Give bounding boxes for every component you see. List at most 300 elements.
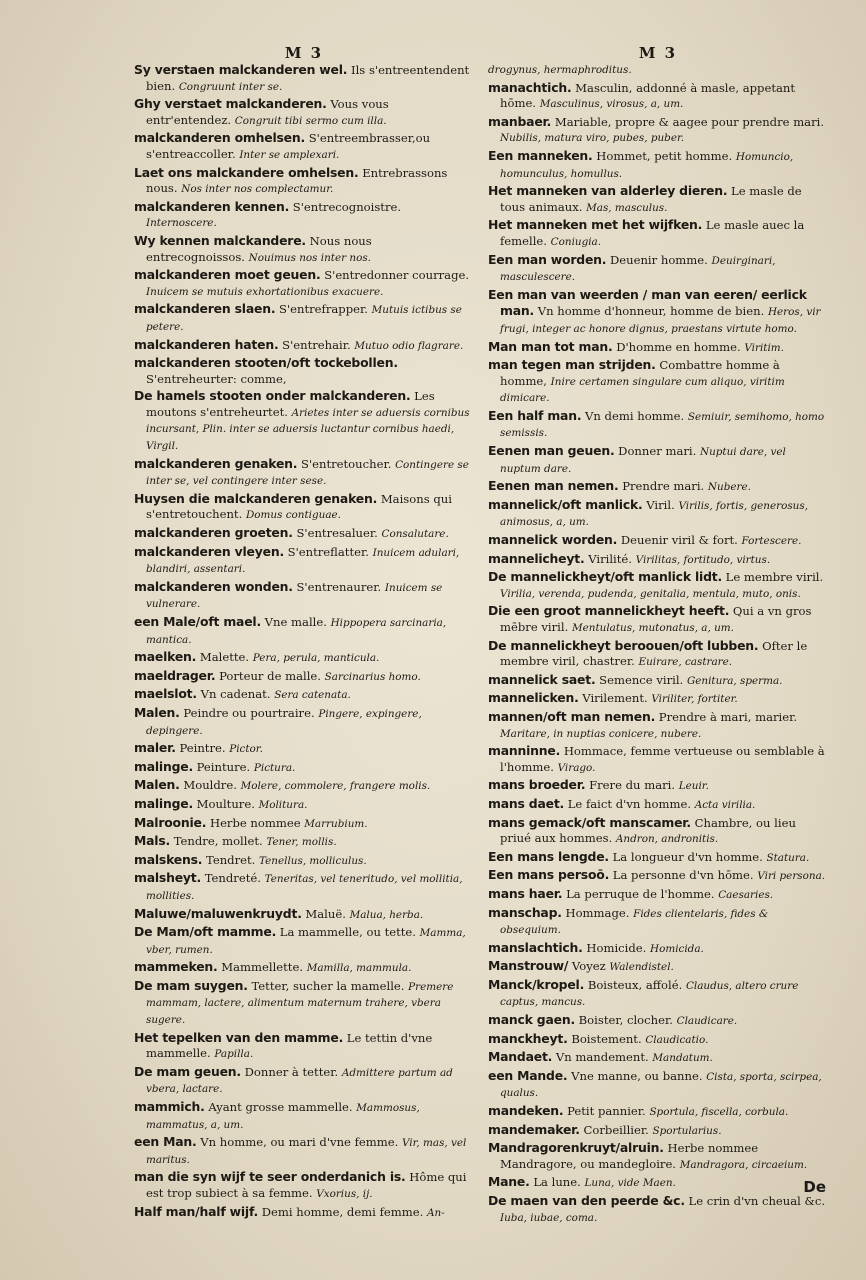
headword: mans gemack/oft manscamer. bbox=[488, 814, 691, 830]
french-gloss: Semence viril. bbox=[599, 672, 684, 687]
french-gloss: Maluë. bbox=[305, 906, 346, 921]
dictionary-entry bbox=[488, 148, 828, 182]
headword: Eenen man nemen. bbox=[488, 478, 619, 494]
dictionary-entry bbox=[488, 408, 828, 442]
dictionary-entry bbox=[488, 478, 828, 496]
dictionary-entry bbox=[134, 759, 474, 777]
french-gloss: La longueur d'vn homme. bbox=[612, 849, 763, 864]
headword: malckanderen slaen. bbox=[134, 301, 276, 317]
latin-gloss: Vir, mas, vel maritus. bbox=[146, 1137, 467, 1166]
french-gloss: La mammelle, ou tette. bbox=[279, 925, 416, 940]
latin-gloss: Arietes inter se aduersis cornibus incursant, Plin. inter se aduersis luctantur cornibus haedi, Virgil. bbox=[146, 406, 470, 453]
dictionary-entry bbox=[134, 233, 474, 266]
latin-gloss: Congruit tibi sermo cum illa. bbox=[234, 114, 387, 127]
french-gloss: Peintre. bbox=[179, 741, 226, 756]
latin-gloss: Mentulatus, mutonatus, a, um. bbox=[571, 622, 734, 634]
headword: Eenen man geuen. bbox=[488, 443, 615, 459]
latin-gloss: Inuicem se vulnerare. bbox=[146, 581, 443, 611]
french-gloss: Le masle auec la femelle. bbox=[500, 218, 805, 248]
latin-gloss: Virago. bbox=[557, 761, 596, 774]
latin-gloss: An- bbox=[426, 1206, 445, 1219]
headword: Een manneken. bbox=[488, 147, 593, 163]
dictionary-entry bbox=[134, 686, 474, 704]
french-gloss: D'homme en homme. bbox=[616, 339, 741, 354]
latin-gloss: Caesaries. bbox=[718, 888, 774, 901]
french-gloss: La lune. bbox=[533, 1175, 581, 1190]
dictionary-entry bbox=[488, 743, 828, 776]
latin-gloss: Virilia, verenda, pudenda, genitalia, mentula, muto, onis. bbox=[500, 587, 801, 600]
latin-gloss: Nouimus nos inter nos. bbox=[248, 251, 371, 264]
headword: Een half man. bbox=[488, 407, 582, 423]
dictionary-entry bbox=[488, 114, 828, 147]
headword: Huysen die malckanderen genaken. bbox=[134, 490, 378, 506]
latin-gloss: Inire certamen singulare cum aliquo, viritim dimicare. bbox=[500, 375, 785, 405]
latin-gloss: Virilitas, fortitudo, virtus. bbox=[635, 553, 771, 566]
dictionary-entry bbox=[134, 337, 474, 355]
headword: Half man/half wijf. bbox=[134, 1203, 258, 1219]
headword: manslachtich. bbox=[488, 939, 583, 955]
headword: Ghy verstaet malckanderen. bbox=[134, 96, 327, 112]
dictionary-entry bbox=[134, 614, 474, 648]
french-gloss: Maisons qui s'entretouchent. bbox=[146, 491, 452, 522]
french-gloss: Vn mandement. bbox=[555, 1050, 649, 1065]
latin-gloss: Deuirginari, masculescere. bbox=[500, 254, 776, 284]
dictionary-entry bbox=[488, 1140, 828, 1173]
french-gloss: Mammellette. bbox=[221, 960, 304, 975]
headword: Wy kennen malckandere. bbox=[134, 232, 306, 248]
french-gloss: Boisteux, affolé. bbox=[587, 977, 683, 992]
headword: malsheyt. bbox=[134, 870, 202, 886]
headword: manachtich. bbox=[488, 79, 572, 95]
dictionary-entry bbox=[134, 544, 474, 578]
dictionary-entry bbox=[134, 355, 474, 387]
latin-gloss: Mandragora, circaeium. bbox=[679, 1158, 808, 1171]
headword: Die een groot mannelickheyt heeft. bbox=[488, 603, 730, 619]
french-gloss: Masculin, addonné à masle, appetant hōme. bbox=[500, 80, 796, 111]
french-gloss: Moulture. bbox=[196, 796, 255, 811]
dictionary-entry bbox=[488, 532, 828, 550]
headword: De mannelickheyt beroouen/oft lubben. bbox=[488, 637, 759, 653]
dictionary-entry bbox=[134, 924, 474, 958]
dictionary-entry bbox=[488, 672, 828, 690]
latin-gloss: Heros, vir frugi, integer ac honore dignus, praestans virtute homo. bbox=[500, 306, 821, 335]
latin-gloss: Mandatum. bbox=[652, 1052, 713, 1065]
dictionary-entry bbox=[488, 1103, 828, 1121]
french-gloss: Corbeillier. bbox=[583, 1122, 649, 1137]
dictionary-entry bbox=[488, 690, 828, 708]
latin-gloss: drogynus, hermaphroditus. bbox=[488, 64, 632, 76]
headword: mans haer. bbox=[488, 885, 563, 901]
french-gloss: Homicide. bbox=[586, 940, 647, 955]
dictionary-entry bbox=[134, 1134, 474, 1168]
headword: Laet ons malckandere omhelsen. bbox=[134, 164, 359, 180]
latin-gloss: Nubilis, matura viro, pubes, puber. bbox=[500, 132, 685, 145]
dictionary-entry bbox=[134, 852, 474, 870]
latin-gloss: Admittere partum ad vbera, lactare. bbox=[146, 1066, 453, 1096]
latin-gloss: Domus contiguae. bbox=[245, 509, 341, 522]
headword: malckanderen groeten. bbox=[134, 525, 293, 541]
latin-gloss: Viri persona. bbox=[757, 870, 826, 883]
french-gloss: Le tettin d'vne mammelle. bbox=[146, 1030, 433, 1061]
latin-gloss: Homicida. bbox=[650, 942, 704, 955]
headword: mannelicken. bbox=[488, 690, 579, 706]
french-gloss: Tendreté. bbox=[204, 871, 261, 886]
headword: De mam geuen. bbox=[134, 1063, 241, 1079]
headword: mandeken. bbox=[488, 1103, 564, 1119]
french-gloss: Ils s'entreentendent bien. bbox=[146, 63, 470, 93]
french-gloss: S'entrefrapper. bbox=[279, 302, 368, 317]
french-gloss: Vous vous entr'entendez. bbox=[146, 97, 389, 127]
dictionary-entry bbox=[488, 287, 828, 338]
dictionary-entry bbox=[488, 569, 828, 602]
french-gloss: Boister, clocher. bbox=[578, 1013, 673, 1028]
dictionary-entry bbox=[134, 777, 474, 795]
dictionary-entry bbox=[134, 62, 474, 95]
dictionary-entry bbox=[134, 870, 474, 904]
french-gloss: Tendret. bbox=[206, 852, 256, 867]
latin-gloss: Pictura. bbox=[253, 761, 296, 774]
dictionary-entry bbox=[134, 1099, 474, 1133]
headword: malckanderen vleyen. bbox=[134, 543, 284, 559]
latin-gloss: Statura. bbox=[766, 851, 810, 864]
latin-gloss: Claudicare. bbox=[676, 1015, 738, 1028]
french-gloss: Donner mari. bbox=[618, 444, 697, 459]
headword: malckanderen haten. bbox=[134, 336, 279, 352]
dictionary-entry bbox=[134, 130, 474, 163]
french-gloss: Herbe nommee Mandragore, ou mandegloire. bbox=[500, 1141, 759, 1171]
headword: Mane. bbox=[488, 1174, 530, 1190]
latin-gloss: Sera catenata. bbox=[274, 689, 351, 702]
latin-gloss: Fortescere. bbox=[741, 535, 802, 548]
french-gloss: Petit pannier. bbox=[567, 1104, 646, 1119]
dictionary-entry bbox=[488, 603, 828, 636]
french-gloss: Entrebrassons nous. bbox=[146, 165, 448, 196]
latin-gloss: Viritim. bbox=[744, 341, 784, 354]
dictionary-entry bbox=[488, 815, 828, 848]
headword: mandemaker. bbox=[488, 1121, 580, 1137]
headword: Mandragorenkruyt/alruin. bbox=[488, 1140, 664, 1156]
dictionary-entry bbox=[488, 339, 828, 357]
dictionary-entry bbox=[134, 388, 474, 454]
dictionary-entry bbox=[488, 940, 828, 958]
latin-gloss: Nuptui dare, vel nuptum dare. bbox=[500, 446, 786, 475]
french-gloss: Hommace, femme vertueuse ou semblable à l'homme. bbox=[500, 744, 825, 774]
dictionary-entry bbox=[134, 491, 474, 524]
french-gloss: Le membre viril. bbox=[725, 570, 824, 585]
french-gloss: Demi homme, demi femme. bbox=[261, 1204, 424, 1219]
french-gloss: Peinture. bbox=[196, 759, 251, 774]
latin-gloss: Consalutare. bbox=[381, 528, 449, 541]
dictionary-entry bbox=[134, 978, 474, 1029]
latin-gloss: Molitura. bbox=[258, 798, 308, 811]
latin-gloss: Mutuo odio flagrare. bbox=[354, 339, 464, 352]
latin-gloss: Hippopera sarcinaria, mantica. bbox=[146, 617, 447, 646]
dictionary-entry bbox=[488, 183, 828, 216]
french-gloss: Le faict d'vn homme. bbox=[567, 796, 692, 811]
french-gloss: Prendre mari. bbox=[622, 479, 705, 494]
latin-gloss: Malua, herba. bbox=[349, 908, 424, 921]
latin-gloss: Mammosus, mammatus, a, um. bbox=[146, 1102, 420, 1131]
latin-gloss: Inuicem se mutuis exhortationibus exacuere. bbox=[146, 285, 384, 298]
latin-gloss: Nubere. bbox=[707, 481, 751, 494]
french-gloss: Les moutons s'entreheurtet. bbox=[146, 389, 435, 419]
french-gloss: Combattre homme à homme, bbox=[500, 358, 780, 388]
dictionary-entry bbox=[488, 217, 828, 250]
headword: malckanderen genaken. bbox=[134, 455, 298, 471]
french-gloss: Virilité. bbox=[588, 551, 632, 566]
headword: Het tepelken van den mamme. bbox=[134, 1029, 344, 1045]
latin-gloss: Acta virilia. bbox=[694, 798, 756, 811]
latin-gloss: Sportularius. bbox=[652, 1124, 722, 1137]
latin-gloss: Premere mammam, lactere, alimentum maternum trahere, vbera sugere. bbox=[146, 980, 454, 1027]
headword: Man man tot man. bbox=[488, 338, 613, 354]
dictionary-entry bbox=[134, 906, 474, 924]
dictionary-entry bbox=[134, 1204, 474, 1222]
headword: Maluwe/maluwenkruydt. bbox=[134, 905, 302, 921]
dictionary-entry bbox=[488, 849, 828, 867]
french-gloss: S'entrecognoistre. bbox=[292, 199, 402, 214]
latin-gloss: Congruunt inter se. bbox=[178, 80, 283, 93]
latin-gloss: Papilla. bbox=[214, 1048, 254, 1061]
french-gloss: Viril. bbox=[646, 497, 675, 512]
catchword: De bbox=[803, 1178, 826, 1196]
headword: mannen/oft man nemen. bbox=[488, 708, 656, 724]
latin-gloss: Leuir. bbox=[678, 780, 709, 793]
headword: mans broeder. bbox=[488, 777, 586, 793]
headword: Een man worden. bbox=[488, 251, 607, 267]
dictionary-entry bbox=[134, 815, 474, 833]
signature-mark: M 3 bbox=[284, 44, 324, 62]
headword: manschap. bbox=[488, 904, 562, 920]
french-gloss: Deuenir viril & fort. bbox=[620, 533, 738, 548]
french-gloss: Chambre, ou lieu priué aux hommes. bbox=[500, 815, 796, 846]
dictionary-entry bbox=[134, 165, 474, 198]
dictionary-entry bbox=[488, 1174, 828, 1192]
french-gloss: Voyez bbox=[571, 959, 606, 974]
headword: malinge. bbox=[134, 758, 193, 774]
french-gloss: Qui a vn gros mēbre viril. bbox=[500, 604, 812, 634]
french-gloss: S'entreembrasser,ou s'entreaccoller. bbox=[146, 131, 431, 161]
headword: malckanderen wonden. bbox=[134, 578, 293, 594]
latin-gloss: Tenellus, molliculus. bbox=[259, 854, 367, 867]
headword: Een mans persoō. bbox=[488, 867, 610, 883]
headword: Het manneken van alderley dieren. bbox=[488, 183, 728, 199]
french-gloss: Vn homme d'honneur, homme de bien. bbox=[537, 304, 765, 319]
dictionary-entry bbox=[134, 796, 474, 814]
headword: maeldrager. bbox=[134, 667, 216, 683]
french-gloss: Donner à tetter. bbox=[244, 1064, 339, 1079]
headword: mannelick/oft manlick. bbox=[488, 496, 643, 512]
dictionary-entry bbox=[134, 301, 474, 335]
latin-gloss: Inter se amplexari. bbox=[239, 148, 340, 161]
french-gloss: Vne malle. bbox=[264, 615, 327, 629]
left-entry-list bbox=[134, 62, 474, 1221]
latin-gloss: Maritare, in nuptias conicere, nubere. bbox=[500, 727, 702, 740]
latin-gloss: Pingere, expingere, depingere. bbox=[146, 707, 422, 737]
latin-gloss: Homuncio, homunculus, homullus. bbox=[500, 150, 794, 180]
latin-gloss: Cista, sporta, scirpea, qualus. bbox=[500, 1070, 822, 1100]
dictionary-entry bbox=[488, 777, 828, 795]
french-gloss: S'entrehair. bbox=[282, 337, 351, 352]
dictionary-entry bbox=[488, 709, 828, 742]
dictionary-entry bbox=[134, 96, 474, 129]
dictionary-entry bbox=[134, 649, 474, 667]
latin-gloss: Inuicem adulari, blandiri, assentari. bbox=[146, 546, 460, 576]
dictionary-entry bbox=[488, 1031, 828, 1049]
french-gloss: Vn demi homme. bbox=[585, 408, 685, 423]
headword: mammich. bbox=[134, 1099, 205, 1115]
dictionary-entry bbox=[488, 497, 828, 531]
french-gloss: Tendre, mollet. bbox=[173, 834, 263, 849]
latin-gloss: Genitura, sperma. bbox=[686, 674, 783, 687]
headword: De Mam/oft mamme. bbox=[134, 924, 277, 940]
headword: een Mande. bbox=[488, 1067, 568, 1083]
headword: maelken. bbox=[134, 649, 197, 665]
french-gloss: Vn cadenat. bbox=[200, 687, 271, 702]
french-gloss: Mariable, propre & aagee pour prendre mari. bbox=[554, 114, 825, 129]
headword: malckanderen kennen. bbox=[134, 198, 290, 214]
dictionary-entry bbox=[134, 267, 474, 300]
headword: malckanderen moet geuen. bbox=[134, 267, 321, 283]
dictionary-entry bbox=[134, 959, 474, 977]
french-gloss: Malette. bbox=[199, 650, 250, 665]
french-gloss: Herbe nommee bbox=[209, 815, 301, 830]
latin-gloss: Vxorius, ij. bbox=[316, 1188, 373, 1200]
headword: maelslot. bbox=[134, 686, 197, 702]
dictionary-entry bbox=[134, 456, 474, 490]
dictionary-entry bbox=[488, 80, 828, 113]
headword: Malen. bbox=[134, 777, 180, 793]
french-gloss: Hommet, petit homme. bbox=[596, 148, 733, 163]
french-gloss: Prendre à mari, marier. bbox=[658, 709, 798, 724]
french-gloss: Nous nous entrecognoissos. bbox=[146, 233, 372, 264]
headword: mannelick worden. bbox=[488, 532, 618, 548]
dictionary-entry bbox=[488, 1049, 828, 1067]
signature-mark: M 3 bbox=[638, 44, 678, 62]
dictionary-entry bbox=[134, 740, 474, 758]
dictionary-entry bbox=[488, 867, 828, 885]
dictionary-entry bbox=[488, 252, 828, 286]
headword: De hamels stooten onder malckanderen. bbox=[134, 388, 411, 404]
latin-gloss: Viriliter, fortiter. bbox=[651, 693, 738, 706]
french-gloss: Boistement. bbox=[571, 1031, 642, 1046]
latin-gloss: Semiuir, semihomo, homo semissis. bbox=[500, 410, 825, 440]
latin-gloss: Pictor. bbox=[229, 743, 263, 756]
headword: Mals. bbox=[134, 833, 171, 849]
french-gloss: Hôme qui est trop subiect à sa femme. bbox=[146, 1170, 467, 1200]
headword: Malen. bbox=[134, 704, 180, 720]
dictionary-entry bbox=[134, 1030, 474, 1063]
dictionary-entry bbox=[134, 668, 474, 686]
latin-gloss: Tener, mollis. bbox=[266, 836, 337, 849]
french-gloss: Vn homme, ou mari d'vne femme. bbox=[200, 1135, 399, 1150]
latin-gloss: Molere, commolere, frangere molis. bbox=[240, 780, 431, 793]
right-column bbox=[488, 44, 828, 1227]
dictionary-entry bbox=[488, 977, 828, 1011]
latin-gloss: Mamilla, mammula. bbox=[306, 962, 412, 975]
dictionary-entry bbox=[134, 199, 474, 232]
headword: man die syn wijf te seer onderdanich is. bbox=[134, 1169, 406, 1185]
french-gloss: La personne d'vn hōme. bbox=[612, 868, 754, 883]
french-gloss: Ayant grosse mammelle. bbox=[208, 1100, 353, 1115]
latin-gloss: Coniugia. bbox=[550, 235, 602, 248]
french-gloss: Ofter le membre viril, chastrer. bbox=[500, 638, 808, 669]
french-gloss: Tetter, sucher la mamelle. bbox=[251, 978, 405, 993]
french-gloss: Deuenir homme. bbox=[609, 252, 708, 267]
french-gloss: Le crin d'vn cheual &c. bbox=[688, 1194, 826, 1208]
french-gloss: Vne manne, ou banne. bbox=[571, 1068, 703, 1083]
headword: Manck/kropel. bbox=[488, 976, 585, 992]
dictionary-entry bbox=[488, 1122, 828, 1140]
headword: De maen van den peerde &c. bbox=[488, 1193, 685, 1208]
headword: De mannelickheyt/oft manlick lidt. bbox=[488, 569, 722, 585]
dictionary-entry bbox=[488, 1012, 828, 1030]
dictionary-entry bbox=[134, 705, 474, 739]
headword: een Man. bbox=[134, 1134, 197, 1150]
headword: manckheyt. bbox=[488, 1030, 568, 1046]
headword: Een man van weerden / man van eeren/ eerlick man. bbox=[488, 286, 807, 319]
latin-gloss: Internoscere. bbox=[146, 217, 217, 230]
latin-gloss: Masculinus, virosus, a, um. bbox=[539, 98, 684, 111]
latin-gloss: Iuba, iubae, coma. bbox=[500, 1211, 598, 1224]
dictionary-entry bbox=[134, 579, 474, 613]
headword: een Male/oft mael. bbox=[134, 614, 261, 629]
headword: mannelick saet. bbox=[488, 671, 596, 687]
dictionary-entry bbox=[134, 833, 474, 851]
dictionary-entry bbox=[488, 1068, 828, 1102]
headword: malckanderen omhelsen. bbox=[134, 130, 306, 146]
french-gloss: S'entresaluer. bbox=[296, 526, 378, 541]
latin-gloss: Luna, vide Maen. bbox=[584, 1177, 676, 1190]
french-gloss: S'entretoucher. bbox=[301, 456, 392, 471]
headword: Het manneken met het wijfken. bbox=[488, 217, 703, 233]
french-gloss: S'entredonner courrage. bbox=[324, 268, 470, 283]
latin-gloss: Sarcinarius homo. bbox=[324, 670, 421, 683]
french-gloss: Hommage. bbox=[565, 905, 630, 920]
headword: man tegen man strijden. bbox=[488, 357, 656, 373]
french-gloss: Mouldre. bbox=[183, 778, 237, 793]
headword: mannelicheyt. bbox=[488, 550, 585, 566]
dictionary-entry bbox=[488, 958, 828, 976]
french-gloss: Porteur de malle. bbox=[219, 668, 321, 683]
french-gloss: S'entreflatter. bbox=[287, 544, 369, 559]
headword: Sy verstaen malckanderen wel. bbox=[134, 62, 348, 77]
dictionary-entry bbox=[134, 1064, 474, 1098]
latin-gloss: Mamma, vber, rumen. bbox=[146, 927, 466, 956]
french-gloss: Le masle de tous animaux. bbox=[500, 184, 802, 214]
latin-gloss: Sportula, fiscella, corbula. bbox=[649, 1106, 789, 1119]
latin-gloss: Pera, perula, manticula. bbox=[252, 652, 380, 665]
left-column bbox=[134, 44, 474, 1222]
headword: malskens. bbox=[134, 851, 203, 867]
latin-gloss: Nos inter nos complectamur. bbox=[181, 183, 334, 196]
headword: mans daet. bbox=[488, 795, 565, 811]
headword: Manstrouw/ bbox=[488, 958, 569, 974]
dictionary-entry bbox=[488, 638, 828, 671]
dictionary-entry bbox=[488, 62, 828, 79]
french-gloss: Virilement. bbox=[582, 691, 648, 706]
french-gloss: Peindre ou pourtraire. bbox=[183, 705, 315, 720]
headword: mammeken. bbox=[134, 959, 218, 975]
latin-gloss: Fides clientelaris, fides & obsequium. bbox=[500, 907, 769, 937]
latin-gloss: Euirare, castrare. bbox=[638, 656, 733, 669]
headword: manninne. bbox=[488, 743, 561, 759]
latin-gloss: Claudicatio. bbox=[645, 1033, 709, 1046]
french-gloss: S'entreheurter: comme, bbox=[146, 371, 287, 386]
dictionary-entry bbox=[488, 886, 828, 904]
dictionary-entry bbox=[488, 357, 828, 407]
latin-gloss: Walendistel. bbox=[609, 961, 674, 974]
